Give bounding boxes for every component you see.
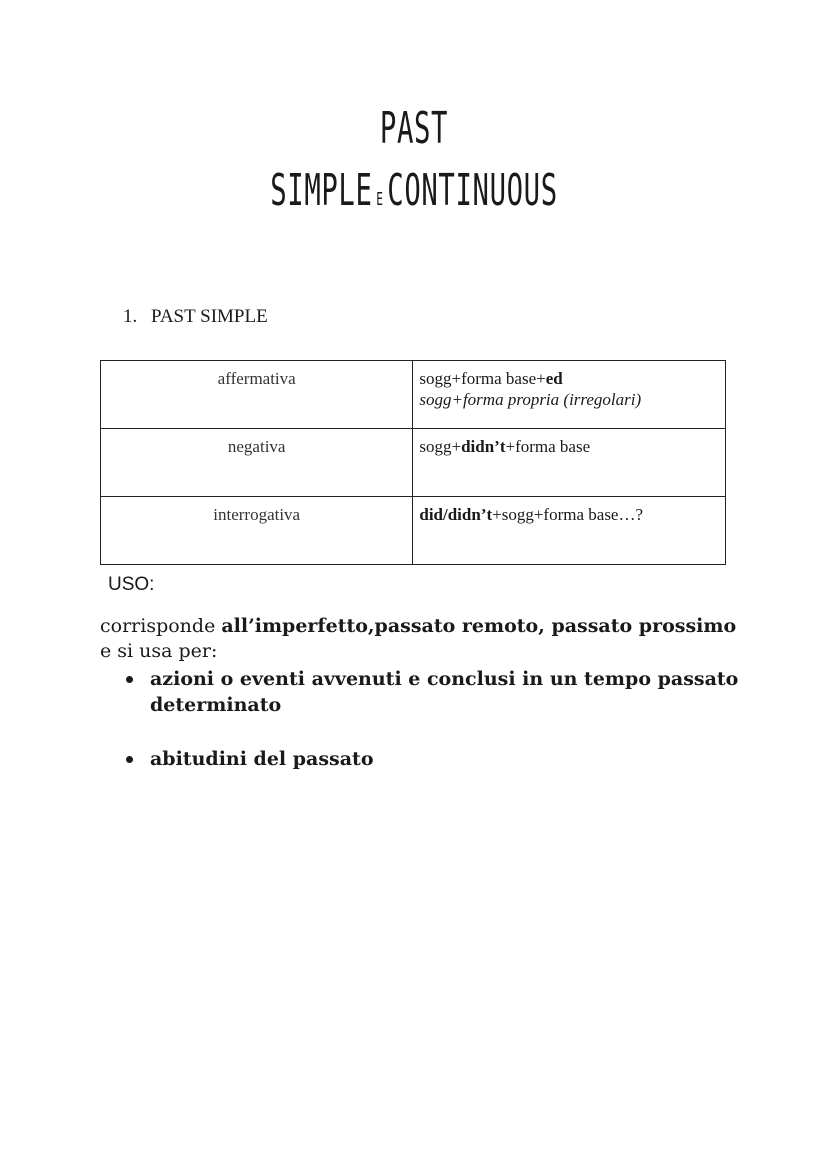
form-text: sogg+forma base+ [419, 369, 546, 388]
form-bold: ed [545, 369, 563, 388]
title-line-simple-continuous [157, 162, 670, 229]
form-bold: didn’t [461, 437, 506, 456]
list-item-text: azioni o eventi avvenuti e conclusi in un tempo passato determinato [150, 668, 739, 716]
list-item-text: abitudini del passato [150, 748, 374, 770]
row-form [413, 497, 726, 565]
row-label: affermativa [101, 361, 413, 429]
row-form [413, 361, 726, 429]
desc-text: corrisponde [100, 615, 222, 637]
section-number: 1. [123, 306, 138, 327]
list-item [122, 746, 742, 772]
form-text: +forma base [505, 437, 591, 456]
usage-description [100, 614, 740, 664]
list-item [122, 666, 742, 718]
row-form [413, 429, 726, 497]
page-title [0, 100, 828, 229]
usage-list [122, 666, 742, 772]
title-simple: SIMPLE [270, 165, 373, 216]
title-line-past: PAST [379, 103, 449, 154]
desc-text: e si usa per: [100, 640, 218, 662]
table-row [101, 429, 726, 497]
title-continuous: CONTINUOUS [387, 165, 558, 216]
section-title: PAST SIMPLE [151, 306, 268, 327]
form-text: sogg+ [419, 437, 462, 456]
table-row [101, 497, 726, 565]
conjugation-table [100, 360, 726, 565]
form-text: +sogg+forma base…? [492, 505, 644, 524]
form-italic: sogg+forma propria (irregolari) [419, 390, 642, 409]
uso-label: USO: [108, 574, 155, 595]
form-bold: did/didn’t [419, 505, 493, 524]
bullet-icon [126, 676, 133, 683]
table-row [101, 361, 726, 429]
desc-bold: all’imperfetto,passato remoto, passato prossimo [221, 615, 737, 637]
title-connector: E [376, 189, 384, 210]
row-label: negativa [101, 429, 413, 497]
row-label: interrogativa [101, 497, 413, 565]
bullet-icon [126, 756, 133, 763]
section-heading [123, 306, 268, 328]
